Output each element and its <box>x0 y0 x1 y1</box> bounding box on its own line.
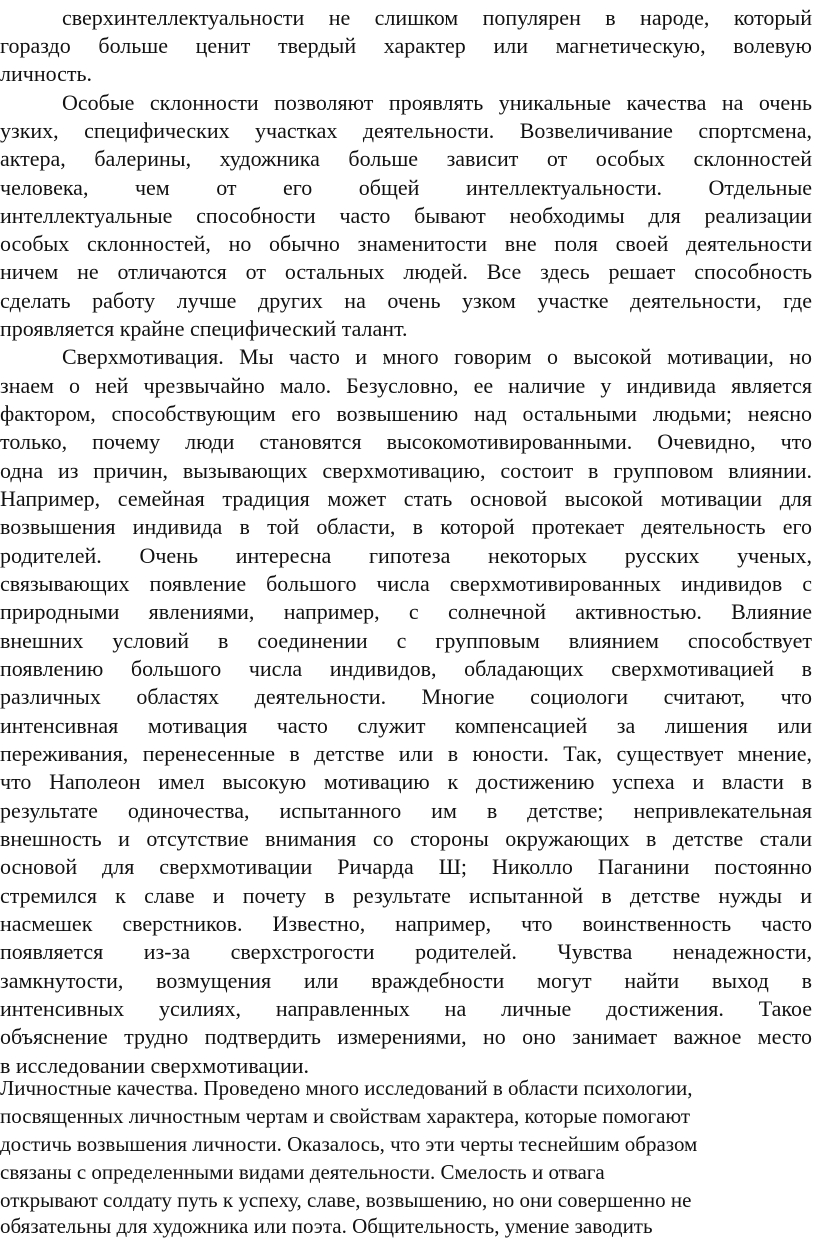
text-line: объяснение трудно подтвердить измерениями, но оно занимает важное место <box>0 1024 812 1049</box>
text-line: переживания, перенесенные в детстве или в юности. Так, существует мнение, <box>0 741 812 766</box>
text-line: основой для сверхмотивации Ричарда Ш; Николло Паганини постоянно <box>0 854 812 879</box>
text-line: стремился к славе и почету в результате испытанной в детстве нужды и <box>0 883 812 908</box>
text-line: фактором, способствующим его возвышению над остальными людьми; неясно <box>0 401 812 426</box>
text-line: в исследовании сверхмотивации. <box>0 1053 310 1078</box>
text-line: актера, балерины, художника больше зависит от особых склонностей <box>0 146 812 171</box>
text-line: знаем о ней чрезвычайно мало. Безусловно, ее наличие у индивида является <box>0 373 812 398</box>
text-line: возвышения индивида в той области, в которой протекает деятельность его <box>0 514 812 539</box>
text-line: узких, специфических участках деятельности. Возвеличивание спортсмена, <box>0 118 812 143</box>
text-line: замкнутости, возмущения или враждебности могут найти выход в <box>0 968 812 993</box>
text-line: природными явлениями, например, с солнечной активностью. Влияние <box>0 599 812 624</box>
text-line: открывают солдату путь к успеху, славе, возвышению, но они совершенно не <box>0 1188 692 1212</box>
text-line: насмешек сверстников. Известно, например, что воинственность часто <box>0 911 812 936</box>
text-line: обязательны для художника или поэта. Общительность, умение заводить <box>0 1214 653 1238</box>
text-line: сделать работу лучше других на очень узком участке деятельности, где <box>0 288 812 313</box>
text-line: что Наполеон имел высокую мотивацию к достижению успеха и власти в <box>0 769 812 794</box>
text-line: интенсивная мотивация часто служит компенсацией за лишения или <box>0 713 812 738</box>
text-line: интеллектуальные способности часто бывают необходимы для реализации <box>0 203 812 228</box>
text-line: появлению большого числа индивидов, обладающих сверхмотивацией в <box>0 656 812 681</box>
text-line: человека, чем от его общей интеллектуальности. Отдельные <box>0 175 812 200</box>
text-line: различных областях деятельности. Многие социологи считают, что <box>0 684 812 709</box>
text-line: личность. <box>0 61 93 86</box>
text-line: гораздо больше ценит твердый характер или магнетическую, волевую <box>0 33 812 58</box>
text-line: Сверхмотивация. Мы часто и много говорим о высокой мотивации, но <box>62 344 812 369</box>
text-line: только, почему люди становятся высокомотивированными. Очевидно, что <box>0 429 812 454</box>
text-line: связаны с определенными видами деятельности. Смелость и отвага <box>0 1160 605 1184</box>
text-line: Например, семейная традиция может стать основой высокой мотивации для <box>0 486 812 511</box>
text-line: внешность и отсутствие внимания со стороны окружающих в детстве стали <box>0 826 812 851</box>
text-line: Особые склонности позволяют проявлять уникальные качества на очень <box>62 90 812 115</box>
text-line: связывающих появление большого числа сверхмотивированных индивидов с <box>0 571 812 596</box>
text-line: ничем не отличаются от остальных людей. Все здесь решает способность <box>0 259 812 284</box>
text-line: достичь возвышения личности. Оказалось, что эти черты теснейшим образом <box>0 1132 698 1156</box>
text-line: особых склонностей, но обычно знаменитости вне поля своей деятельности <box>0 231 812 256</box>
text-line: интенсивных усилиях, направленных на личные достижения. Такое <box>0 996 812 1021</box>
text-line: Личностные качества. Проведено много исследований в области психологии, <box>0 1076 693 1100</box>
text-line: результате одиночества, испытанного им в детстве; непривлекательная <box>0 798 812 823</box>
text-line: появляется из-за сверхстрогости родителей. Чувства ненадежности, <box>0 939 812 964</box>
text-line: сверхинтеллектуальности не слишком популярен в народе, который <box>62 5 812 30</box>
text-line: посвященных личностным чертам и свойствам характера, которые помогают <box>0 1104 691 1128</box>
text-line: проявляется крайне специфический талант. <box>0 316 408 341</box>
text-line: одна из причин, вызывающих сверхмотивацию, состоит в групповом влиянии. <box>0 458 812 483</box>
text-line: внешних условий в соединении с групповым влиянием способствует <box>0 628 812 653</box>
text-line: родителей. Очень интересна гипотеза некоторых русских ученых, <box>0 543 812 568</box>
